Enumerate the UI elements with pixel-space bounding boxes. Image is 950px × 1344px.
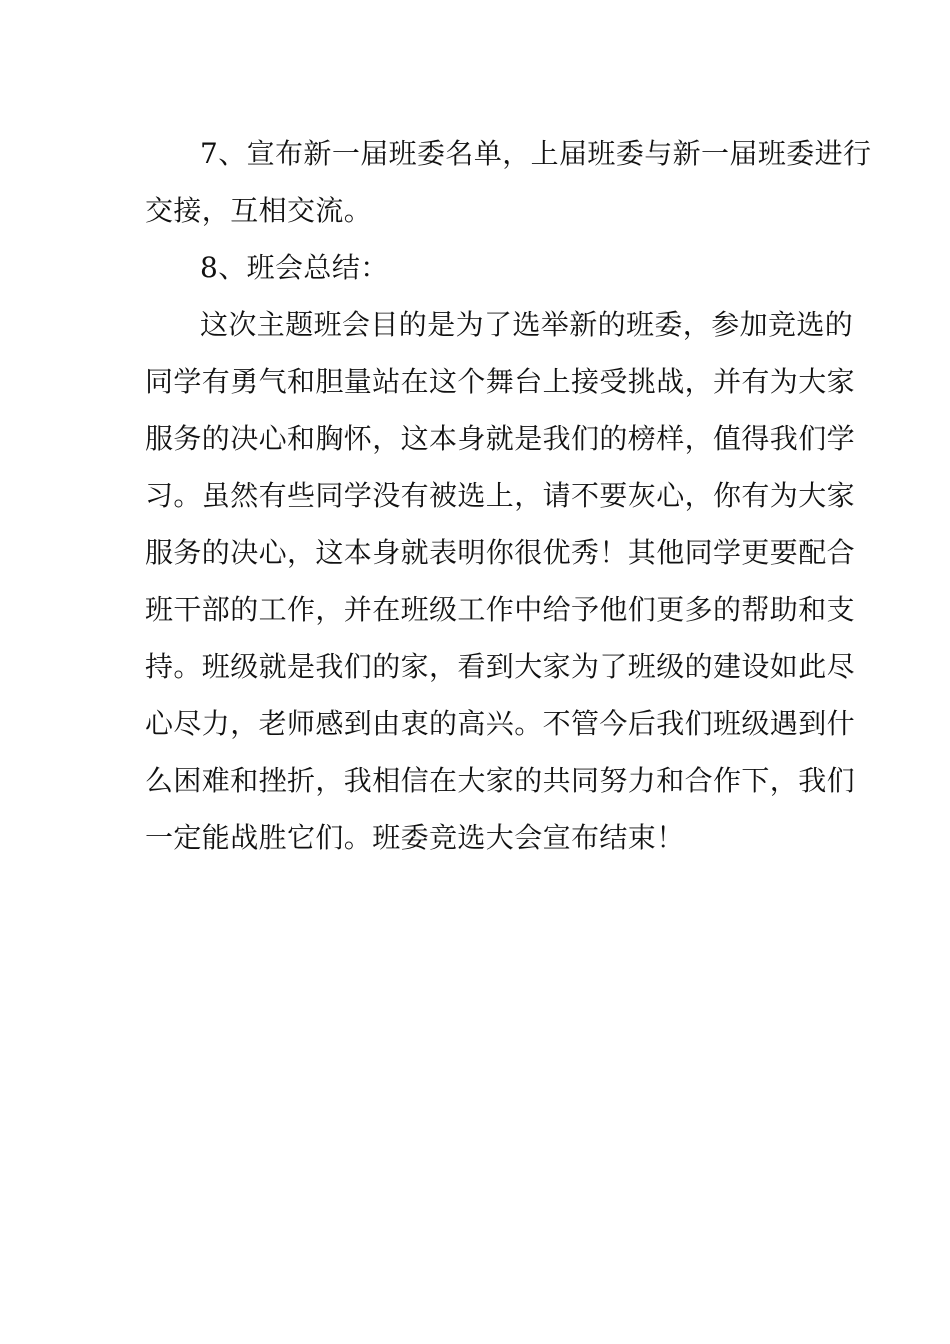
text-line: 8、班会总结： bbox=[200, 251, 389, 284]
text-line: 持。班级就是我们的家，看到大家为了班级的建设如此尽 bbox=[145, 650, 856, 683]
text-line: 一定能战胜它们。班委竞选大会宣布结束！ bbox=[145, 821, 685, 854]
text-line: 同学有勇气和胆量站在这个舞台上接受挑战，并有为大家 bbox=[145, 365, 856, 398]
text-line: 交接，互相交流。 bbox=[145, 194, 373, 227]
paragraph-summary-body bbox=[145, 296, 856, 866]
text-line: 这次主题班会目的是为了选举新的班委，参加竞选的 bbox=[200, 308, 854, 341]
text-line: 7、宣布新一届班委名单，上届班委与新一届班委进行 bbox=[200, 137, 872, 170]
text-line: 心尽力，老师感到由衷的高兴。不管今后我们班级遇到什 bbox=[145, 707, 856, 740]
document-body bbox=[145, 125, 872, 866]
paragraph-handover bbox=[145, 125, 872, 239]
text-line: 服务的决心，这本身就表明你很优秀！其他同学更要配合 bbox=[145, 536, 856, 569]
text-line: 么困难和挫折，我相信在大家的共同努力和合作下，我们 bbox=[145, 764, 856, 797]
paragraph-summary-heading bbox=[145, 239, 810, 296]
text-line: 服务的决心和胸怀，这本身就是我们的榜样，值得我们学 bbox=[145, 422, 856, 455]
text-line: 习。虽然有些同学没有被选上，请不要灰心，你有为大家 bbox=[145, 479, 856, 512]
text-line: 班干部的工作，并在班级工作中给予他们更多的帮助和支 bbox=[145, 593, 856, 626]
